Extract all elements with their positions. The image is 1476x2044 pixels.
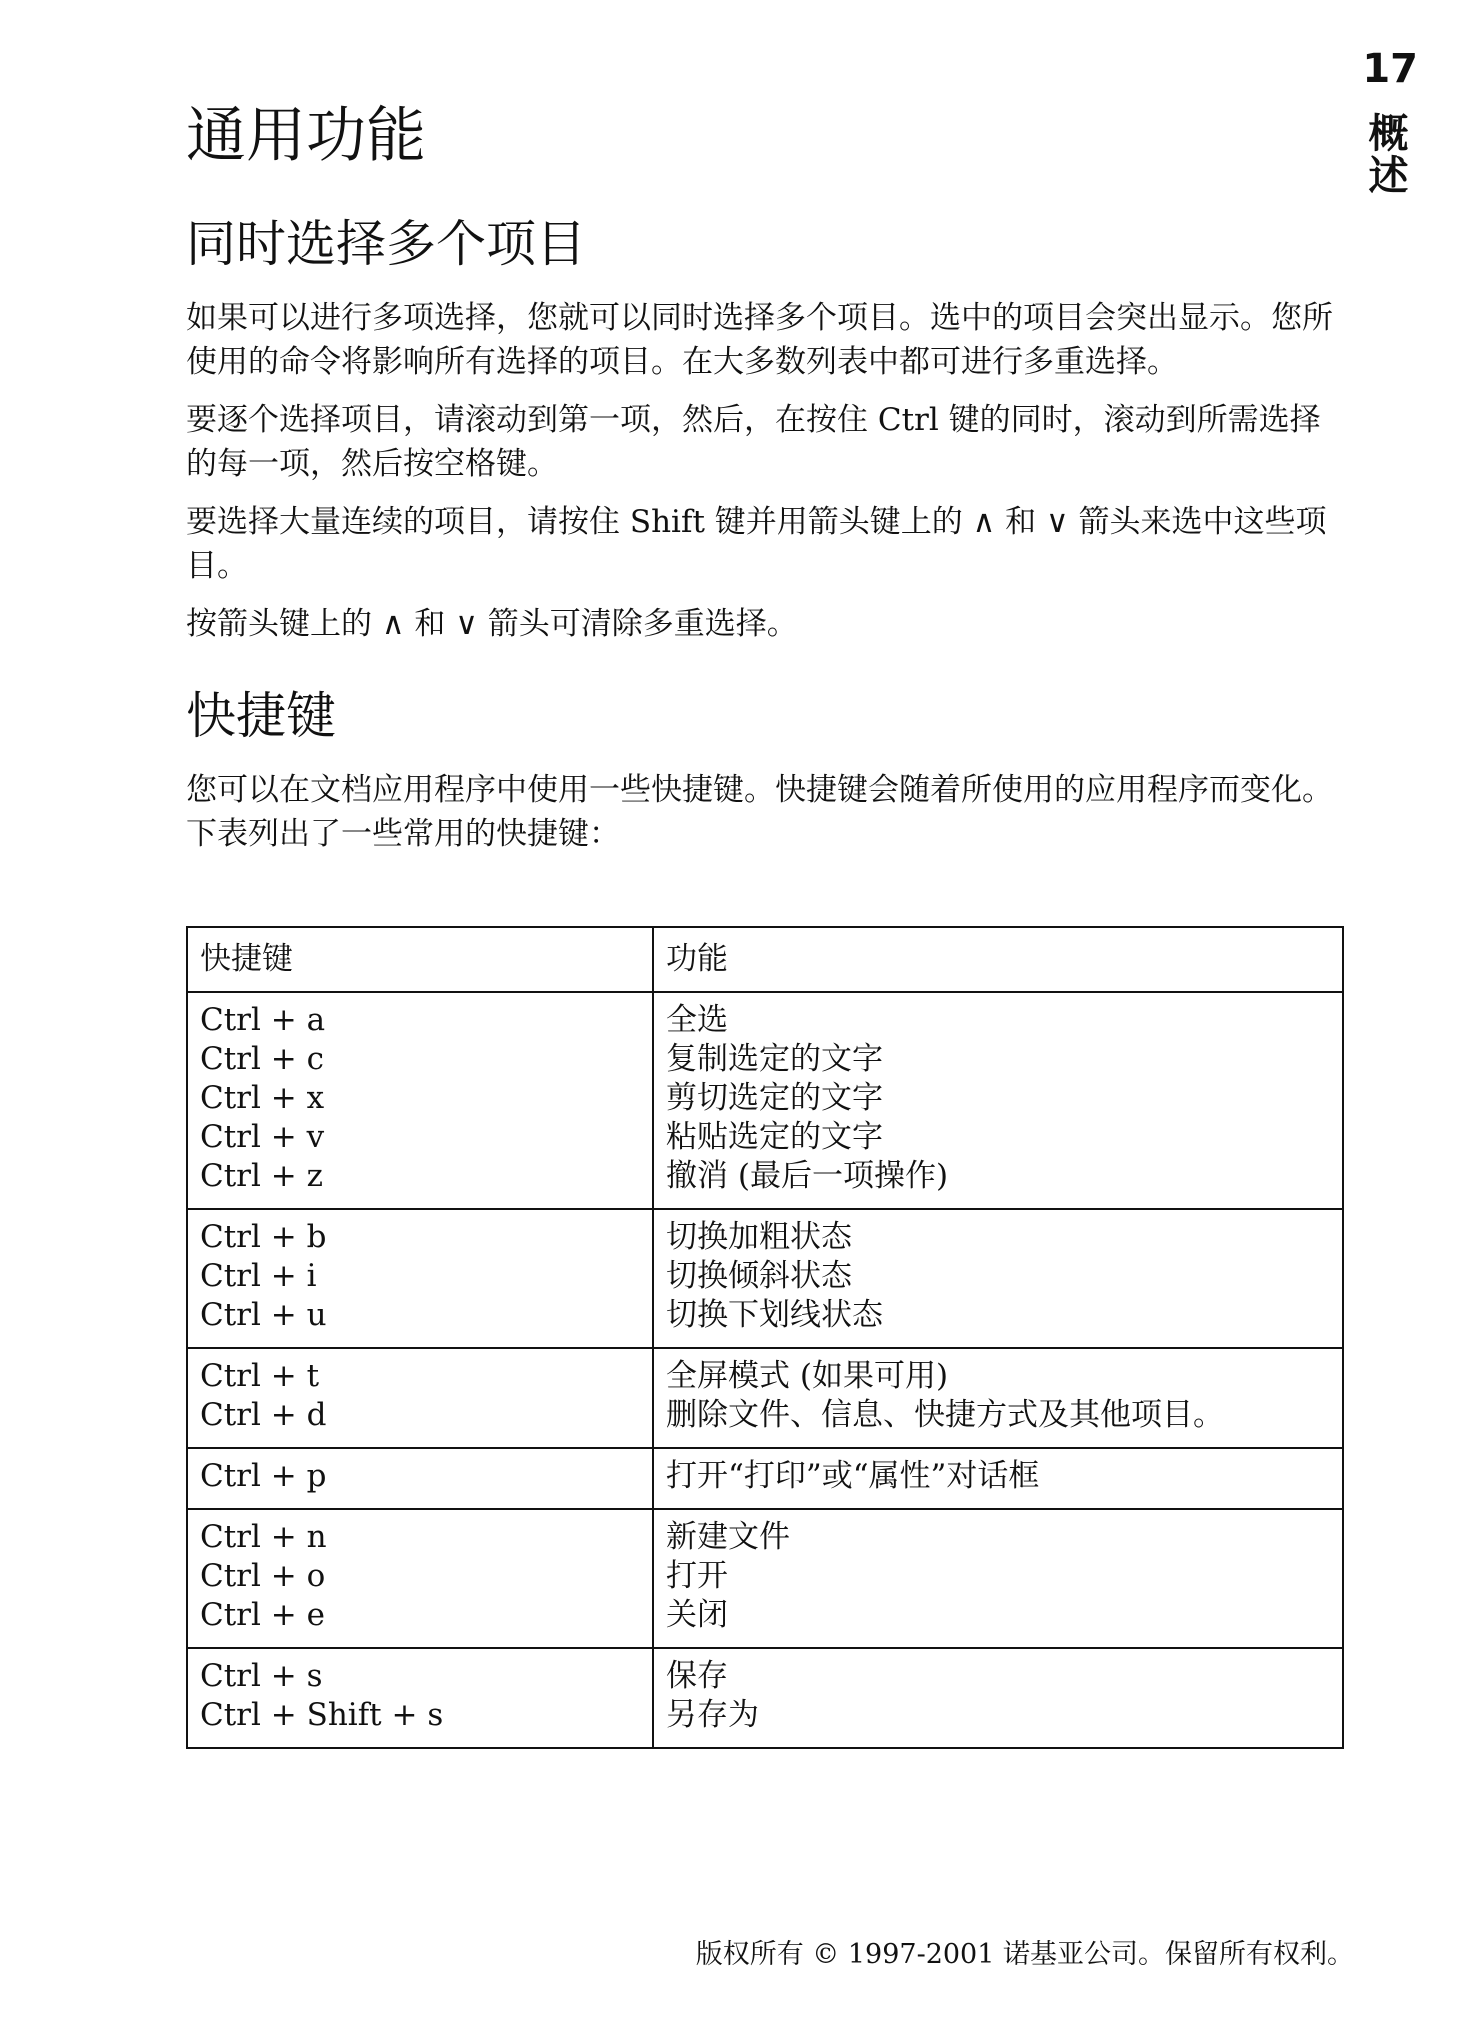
column-header-shortcut: 快捷键 [187,927,653,992]
shortcut-key: Ctrl + s [200,1658,323,1694]
multi-select-paragraph: 按箭头键上的 ∧ 和 ∨ 箭头可清除多重选择。 [186,606,798,642]
shortcut-keys-cell [187,1348,653,1448]
shortcut-function-cell [653,1209,1343,1348]
shortcut-key: Ctrl + Shift + s [200,1697,444,1733]
shortcut-keys-cell [187,1448,653,1509]
shortcuts-heading: 快捷键 [186,687,336,745]
shortcuts-section [186,686,1336,1749]
copyright-notice: 版权所有 © 1997-2001 诺基亚公司。保留所有权利。 [695,1939,1354,1970]
shortcut-function: 全选 [666,1002,728,1038]
table-row [187,1509,1343,1648]
shortcut-key: Ctrl + x [200,1080,325,1116]
page-number: 17 [1362,46,1418,92]
shortcut-function: 打开“打印”或“属性”对话框 [666,1458,1040,1494]
column-header-function: 功能 [653,927,1343,992]
shortcut-function-cell [653,1509,1343,1648]
shortcut-function-cell [653,1448,1343,1509]
shortcut-function: 打开 [666,1558,728,1594]
shortcut-function: 撤消 (最后一项操作) [666,1158,949,1194]
multi-select-section [186,214,1336,646]
shortcut-keys-cell [187,1509,653,1648]
shortcut-key: Ctrl + c [200,1041,324,1077]
multi-select-paragraph: 要逐个选择项目，请滚动到第一项，然后，在按住 Ctrl 键的同时，滚动到所需选择的每一项，然后按空格键。 [186,402,1321,482]
shortcut-keys-cell [187,1648,653,1748]
table-row [187,1648,1343,1748]
table-row [187,1209,1343,1348]
shortcut-function: 剪切选定的文字 [666,1080,883,1116]
shortcut-function: 切换倾斜状态 [666,1258,852,1294]
multi-select-paragraph: 要选择大量连续的项目，请按住 Shift 键并用箭头键上的 ∧ 和 ∨ 箭头来选中这些项目。 [186,504,1327,584]
shortcut-key: Ctrl + d [200,1397,327,1433]
page-title: 通用功能 [186,101,426,171]
shortcut-function: 另存为 [666,1697,759,1733]
shortcut-key: Ctrl + p [200,1458,327,1494]
shortcut-function: 删除文件、信息、快捷方式及其他项目。 [666,1397,1224,1433]
shortcut-function: 切换下划线状态 [666,1297,883,1333]
table-row [187,992,1343,1209]
shortcut-keys-cell [187,1209,653,1348]
shortcut-function: 保存 [666,1658,728,1694]
table-row [187,1448,1343,1509]
shortcut-key: Ctrl + b [200,1219,327,1255]
shortcut-keys-cell [187,992,653,1209]
shortcut-key: Ctrl + i [200,1258,317,1294]
shortcut-key: Ctrl + e [200,1597,325,1633]
shortcut-key: Ctrl + v [200,1119,325,1155]
shortcut-key: Ctrl + z [200,1158,323,1194]
shortcut-key: Ctrl + o [200,1558,326,1594]
shortcut-function: 切换加粗状态 [666,1219,852,1255]
multi-select-heading: 同时选择多个项目 [186,215,586,273]
shortcut-key: Ctrl + a [200,1002,326,1038]
shortcut-function: 关闭 [666,1597,728,1633]
table-header-row [187,927,1343,992]
shortcut-key: Ctrl + n [200,1519,327,1555]
shortcuts-intro: 您可以在文档应用程序中使用一些快捷键。快捷键会随着所使用的应用程序而变化。下表列出了一些常用的快捷键： [186,772,1333,852]
shortcut-function-cell [653,1348,1343,1448]
table-row [187,1348,1343,1448]
shortcut-function: 复制选定的文字 [666,1041,883,1077]
shortcuts-table-body [187,992,1343,1748]
multi-select-paragraph: 如果可以进行多项选择，您就可以同时选择多个项目。选中的项目会突出显示。您所使用的命令将影响所有选择的项目。在大多数列表中都可进行多重选择。 [186,300,1333,380]
chapter-side-tab: 概述 [1362,112,1408,196]
page-content [186,100,1336,1789]
shortcut-key: Ctrl + t [200,1358,320,1394]
shortcut-function: 粘贴选定的文字 [666,1119,883,1155]
shortcut-function-cell [653,992,1343,1209]
shortcut-key: Ctrl + u [200,1297,327,1333]
shortcut-function: 新建文件 [666,1519,790,1555]
shortcuts-table [186,926,1344,1749]
shortcut-function-cell [653,1648,1343,1748]
shortcut-function: 全屏模式 (如果可用) [666,1358,949,1394]
